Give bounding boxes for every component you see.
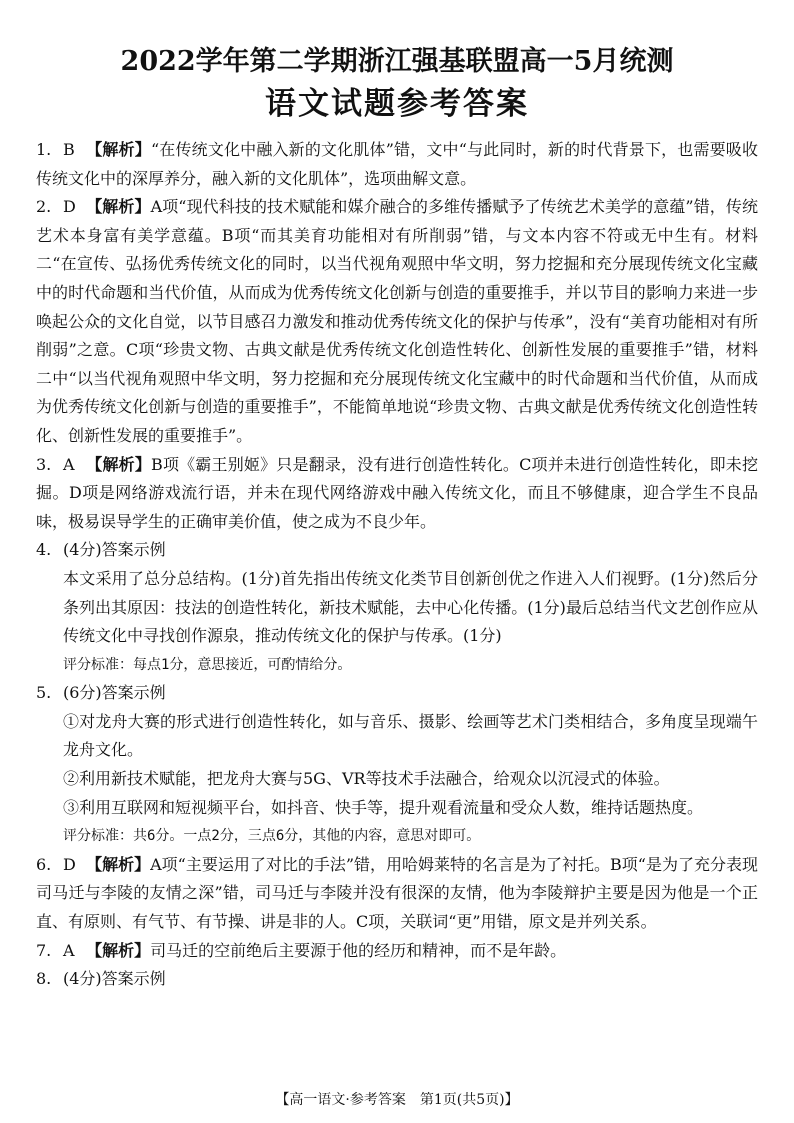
page-footer: 【高一语文·参考答案 第1页(共5页)】 bbox=[275, 1092, 519, 1108]
answer-item-8 bbox=[36, 965, 758, 994]
question-number: 7. bbox=[36, 940, 52, 960]
answer-item-4 bbox=[36, 536, 758, 679]
question-number: 4. bbox=[36, 540, 52, 560]
answer-header: (4分)答案示例 bbox=[63, 969, 166, 989]
exam-title: 2022学年第二学期浙江强基联盟高一5月统测 bbox=[120, 46, 674, 77]
answer-item-2 bbox=[36, 193, 758, 450]
question-number: 8. bbox=[36, 969, 52, 989]
question-number: 2. bbox=[36, 197, 52, 217]
question-number: 3. bbox=[36, 454, 52, 474]
answer-point: ②利用新技术赋能，把龙舟大赛与5G、VR等技术手法融合，给观众以沉浸式的体验。 bbox=[63, 769, 670, 789]
analysis-text: 司马迁的空前绝后主要源于他的经历和精神，而不是年龄。 bbox=[150, 940, 567, 960]
analysis-tag: 【解析】 bbox=[86, 454, 152, 474]
answer-choice: B bbox=[63, 140, 75, 159]
answer-choice: D bbox=[63, 197, 76, 217]
question-number: 5. bbox=[36, 683, 52, 703]
analysis-tag: 【解析】 bbox=[86, 854, 151, 874]
answer-header: (4分)答案示例 bbox=[63, 540, 166, 560]
answer-item-1 bbox=[36, 136, 758, 193]
answer-choice: A bbox=[63, 940, 75, 960]
answer-choice: A bbox=[63, 454, 75, 474]
answer-header: (6分)答案示例 bbox=[63, 683, 166, 703]
analysis-tag: 【解析】 bbox=[86, 940, 151, 960]
answer-point: ③利用互联网和短视频平台，如抖音、快手等，提升观看流量和受众人数，维持话题热度。 bbox=[63, 797, 704, 817]
analysis-tag: 【解析】 bbox=[86, 197, 151, 217]
analysis-tag: 【解析】 bbox=[86, 140, 151, 159]
answer-key-title: 语文试题参考答案 bbox=[265, 86, 529, 122]
analysis-text: A项“现代科技的技术赋能和媒介融合的多维传播赋予了传统艺术美学的意蕴”错，传统艺术本身富有美学意蕴。B项“而其美育功能相对有所削弱”错，与文本内容不符或无中生有。材料二“在宣传、弘扬优秀传统文化的同时，以当代视角观照中华文明，努力挖掘和充分展现传统文化宝藏中的时代命题和当代价值，从而成为优秀传统文化创新与创造的重要推手，并以节目的影响力来进一步唤起公众的文化自觉，以节目感召力激发和推动优秀传统文化的保护与传承”，没有“美育功能相对有所削弱”之意。C项“珍贵文物、古典文献是优秀传统文化创造性转化、创新性发展的重要推手”错，材料二中“以当代视角观照中华文明，努力挖掘和充分展现传统文化宝藏中的时代命题和当代价值，从而成为优秀传统文化创新与创造的重要推手”，不能简单地说“珍贵文物、古典文献是优秀传统文化创造性转化、创新性发展的重要推手”。 bbox=[36, 197, 758, 445]
answers-body bbox=[36, 136, 758, 994]
question-number: 1. bbox=[36, 140, 52, 159]
question-number: 6. bbox=[36, 854, 52, 874]
scoring-standard: 评分标准：每点1分，意思接近，可酌情给分。 bbox=[63, 656, 352, 673]
analysis-text: “在传统文化中融入新的文化肌体”错，文中“与此同时，新的时代背景下，也需要吸收传统文化中的深厚养分，融入新的文化肌体”，选项曲解文意。 bbox=[36, 140, 758, 188]
answer-item-6 bbox=[36, 851, 758, 937]
answer-item-3 bbox=[36, 451, 758, 537]
answer-point: ①对龙舟大赛的形式进行创造性转化，如与音乐、摄影、绘画等艺术门类相结合，多角度呈现端午龙舟文化。 bbox=[63, 711, 758, 760]
analysis-text: B项《霸王别姬》只是翻录，没有进行创造性转化。C项并未进行创造性转化，即未挖掘。D项是网络游戏流行语，并未在现代网络游戏中融入传统文化，而且不够健康，迎合学生不良品味，极易误导学生的正确审美价值，使之成为不良少年。 bbox=[36, 454, 758, 531]
scoring-standard: 评分标准：共6分。一点2分，三点6分，其他的内容，意思对即可。 bbox=[63, 828, 481, 845]
answer-choice: D bbox=[63, 854, 76, 874]
analysis-text: A项“主要运用了对比的手法”错，用哈姆莱特的名言是为了衬托。B项“是为了充分表现司马迁与李陵的友情之深”错，司马迁与李陵并没有很深的友情，他为李陵辩护主要是因为他是一个正直、有原则、有气节、有节操、讲是非的人。C项，关联词“更”用错，原文是并列关系。 bbox=[36, 854, 758, 932]
answer-item-7 bbox=[36, 937, 758, 966]
answer-item-5 bbox=[36, 679, 758, 851]
answer-text: 本文采用了总分总结构。(1分)首先指出传统文化类节目创新创优之作进入人们视野。(1分)然后分条列出其原因：技法的创造性转化，新技术赋能，去中心化传播。(1分)最后总结当代文艺创作应从传统文化中寻找创作源泉，推动传统文化的保护与传承。(1分) bbox=[63, 568, 758, 646]
